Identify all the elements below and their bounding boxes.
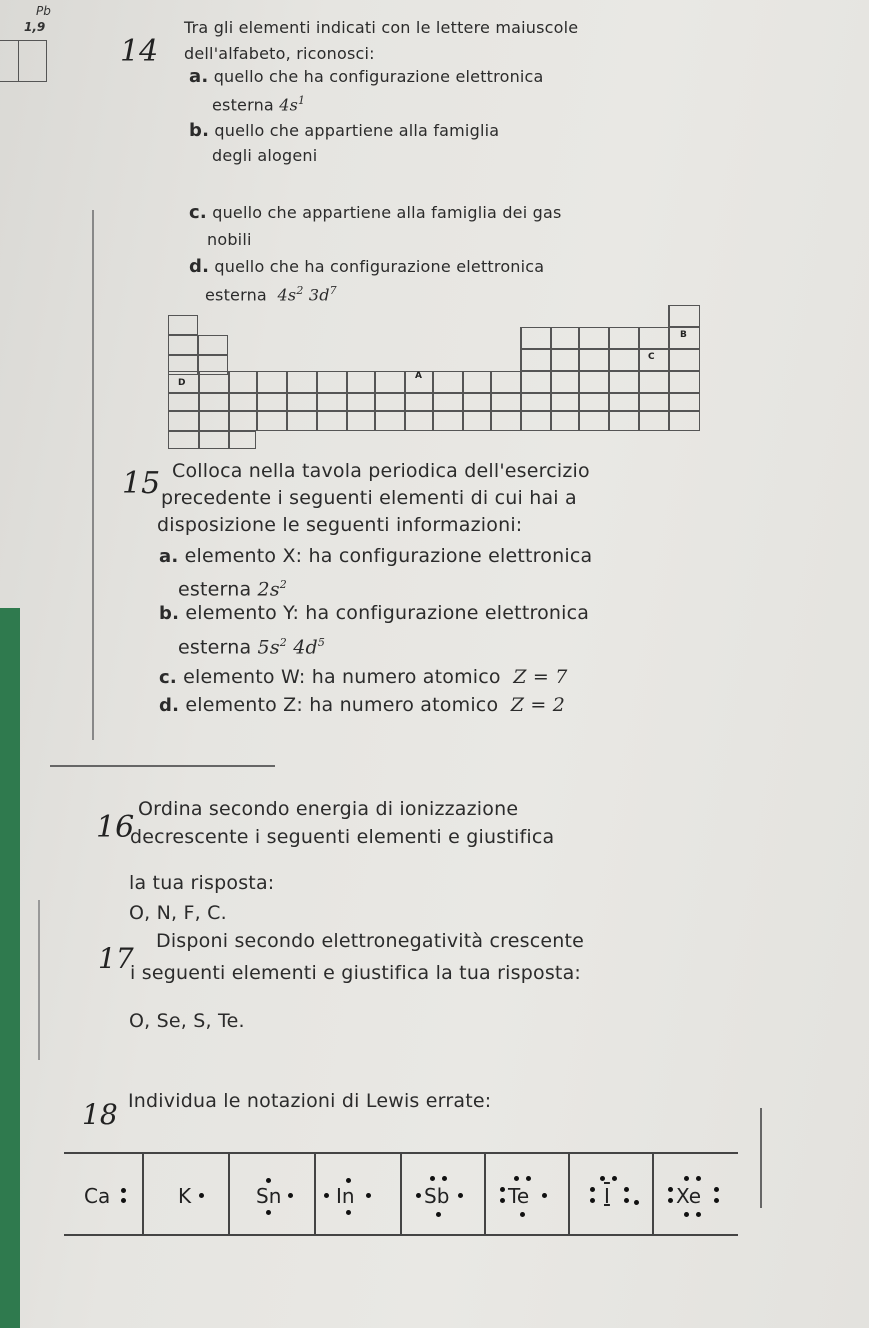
electron-dot [542, 1193, 547, 1198]
corner-table-divider [0, 41, 19, 81]
lewis-symbol-xe: Xe [676, 1184, 702, 1208]
ex14-intro-line1: Tra gli elementi indicati con le lettere maiuscole [184, 18, 579, 37]
electron-dot [526, 1176, 531, 1181]
electron-dot [684, 1212, 689, 1217]
pt-row-5 [168, 393, 700, 411]
ex17-elements: O, Se, S, Te. [129, 1010, 245, 1032]
ex15-item-a: a. elemento X: ha configurazione elettronica [159, 545, 593, 567]
exercise-number-15: 15 [122, 466, 161, 501]
pt-divider [490, 371, 492, 431]
pt-p-block-row2 [520, 327, 700, 349]
ex15-line3: disposizione le seguenti informazioni: [157, 514, 523, 536]
margin-line [92, 210, 94, 740]
ex15-line1: Colloca nella tavola periodica dell'esercizio [172, 460, 590, 482]
electron-dot [590, 1187, 595, 1192]
pt-cell [198, 335, 228, 355]
lewis-symbol-sb: Sb [424, 1184, 450, 1208]
ex14-item-a-line2: esterna $4s^1$ [212, 94, 306, 115]
pt-divider [228, 371, 230, 449]
lewis-symbol-i: I [604, 1184, 610, 1208]
pt-divider [578, 327, 580, 431]
ex14-item-c-line2: nobili [207, 230, 252, 249]
lewis-cell-ca [64, 1154, 144, 1234]
pt-label-b: B [680, 330, 687, 340]
pt-divider [608, 327, 610, 431]
lewis-cell-in [316, 1154, 402, 1234]
lewis-cell-xe [654, 1154, 738, 1234]
exercise-number-17: 17 [98, 942, 134, 975]
lewis-cell-te [486, 1154, 570, 1234]
electron-dot [514, 1176, 519, 1181]
exercise-number-16: 16 [96, 810, 135, 845]
pt-divider [198, 371, 200, 449]
electron-dot [121, 1198, 126, 1203]
pt-divider [520, 327, 522, 431]
ex16-line2: decrescente i seguenti elementi e giustifica [130, 826, 555, 848]
electron-dot [500, 1198, 505, 1203]
ex14-item-d-line2: esterna $4s^2$ $3d^7$ [205, 284, 337, 305]
ex14-item-b-line2: degli alogeni [212, 146, 318, 165]
electron-dot [324, 1193, 329, 1198]
electron-dot [624, 1187, 629, 1192]
electron-dot [436, 1212, 441, 1217]
lewis-symbol-k: K [178, 1184, 192, 1208]
ex15-item-a-line2: esterna $2s^2$ [178, 578, 287, 601]
electron-dot [500, 1187, 505, 1192]
pt-divider [316, 371, 318, 431]
pt-he-cell [668, 305, 700, 327]
electron-dot [696, 1176, 701, 1181]
corner-table-fragment [0, 40, 47, 82]
electron-dot [458, 1193, 463, 1198]
electron-dot [121, 1188, 126, 1193]
ex15-item-b-line2: esterna $5s^2$ $4d^5$ [178, 636, 326, 659]
corner-symbol: Pb [36, 4, 51, 18]
electron-dot [266, 1178, 271, 1183]
ex17-line2: i seguenti elementi e giustifica la tua risposta: [130, 962, 582, 984]
electron-dot [696, 1212, 701, 1217]
ex16-elements: O, N, F, C. [129, 902, 227, 924]
electron-dot [590, 1198, 595, 1203]
ex16-line3: la tua risposta: [129, 872, 275, 894]
lewis-symbol-in: In [336, 1184, 355, 1208]
ex15-item-c: c. elemento W: ha numero atomico Z = 7 [159, 666, 568, 688]
electron-dot [199, 1193, 204, 1198]
lewis-symbol-ca: Ca [84, 1184, 111, 1208]
pt-divider [346, 371, 348, 431]
pt-divider [256, 371, 258, 431]
pt-divider [668, 305, 670, 431]
pt-row-4 [168, 371, 700, 393]
corner-value: 1,9 [24, 20, 46, 34]
electron-dot [714, 1187, 719, 1192]
ex14-intro-line2: dell'alfabeto, riconosci: [184, 44, 375, 63]
lewis-cell-sb [402, 1154, 486, 1234]
pt-cell [168, 335, 198, 355]
electron-dot [520, 1212, 525, 1217]
lewis-cell-i [570, 1154, 654, 1234]
electron-dot [684, 1176, 689, 1181]
pt-divider [374, 371, 376, 431]
electron-dot [366, 1193, 371, 1198]
electron-dot [416, 1193, 421, 1198]
pt-row-7 [168, 431, 256, 449]
ex14-item-d: d. quello che ha configurazione elettronica [189, 256, 545, 277]
green-edge-strip [0, 608, 20, 1328]
ex14-item-b: b. quello che appartiene alla famiglia [189, 120, 500, 141]
pt-label-a: A [415, 371, 422, 381]
ex14-item-c: c. quello che appartiene alla famiglia dei gas [189, 202, 562, 223]
electron-dot [714, 1198, 719, 1203]
margin-line-right [760, 1108, 762, 1208]
ex14-item-a: a. quello che ha configurazione elettronica [189, 66, 544, 87]
separator-line [50, 765, 275, 767]
lewis-table [64, 1152, 738, 1236]
pt-row-6 [168, 411, 700, 431]
pt-divider [462, 371, 464, 431]
electron-dot [668, 1187, 673, 1192]
pt-divider [432, 371, 434, 431]
exercise-number-14: 14 [120, 34, 159, 69]
pt-divider [638, 327, 640, 431]
ex18-line1: Individua le notazioni di Lewis errate: [128, 1090, 492, 1112]
pt-label-c: C [648, 352, 655, 362]
ex16-line1: Ordina secondo energia di ionizzazione [138, 798, 519, 820]
lewis-symbol-te: Te [508, 1184, 530, 1208]
pt-divider [286, 371, 288, 431]
lewis-cell-k [144, 1154, 230, 1234]
electron-dot [668, 1198, 673, 1203]
electron-dot [430, 1176, 435, 1181]
margin-line-2 [38, 900, 40, 1060]
pt-cell [168, 315, 198, 335]
electron-dot [346, 1210, 351, 1215]
ex15-item-d: d. elemento Z: ha numero atomico Z = 2 [159, 694, 566, 716]
electron-dot [288, 1193, 293, 1198]
electron-dot [346, 1178, 351, 1183]
electron-dot [600, 1176, 605, 1181]
periodic-table [168, 305, 700, 451]
ex17-line1: Disponi secondo elettronegatività crescente [156, 930, 585, 952]
electron-dot [442, 1176, 447, 1181]
lewis-symbol-sn: Sn [256, 1184, 282, 1208]
pt-divider [550, 327, 552, 431]
electron-dot [612, 1176, 617, 1181]
electron-dot [634, 1200, 639, 1205]
lewis-cell-sn [230, 1154, 316, 1234]
ex15-item-b: b. elemento Y: ha configurazione elettronica [159, 602, 590, 624]
electron-dot [624, 1198, 629, 1203]
pt-divider [404, 371, 406, 431]
ex15-line2: precedente i seguenti elementi di cui hai a [161, 487, 577, 509]
pt-p-block-row3 [520, 349, 700, 371]
electron-dot [266, 1210, 271, 1215]
exercise-number-18: 18 [82, 1098, 118, 1131]
pt-label-d: D [178, 378, 186, 388]
